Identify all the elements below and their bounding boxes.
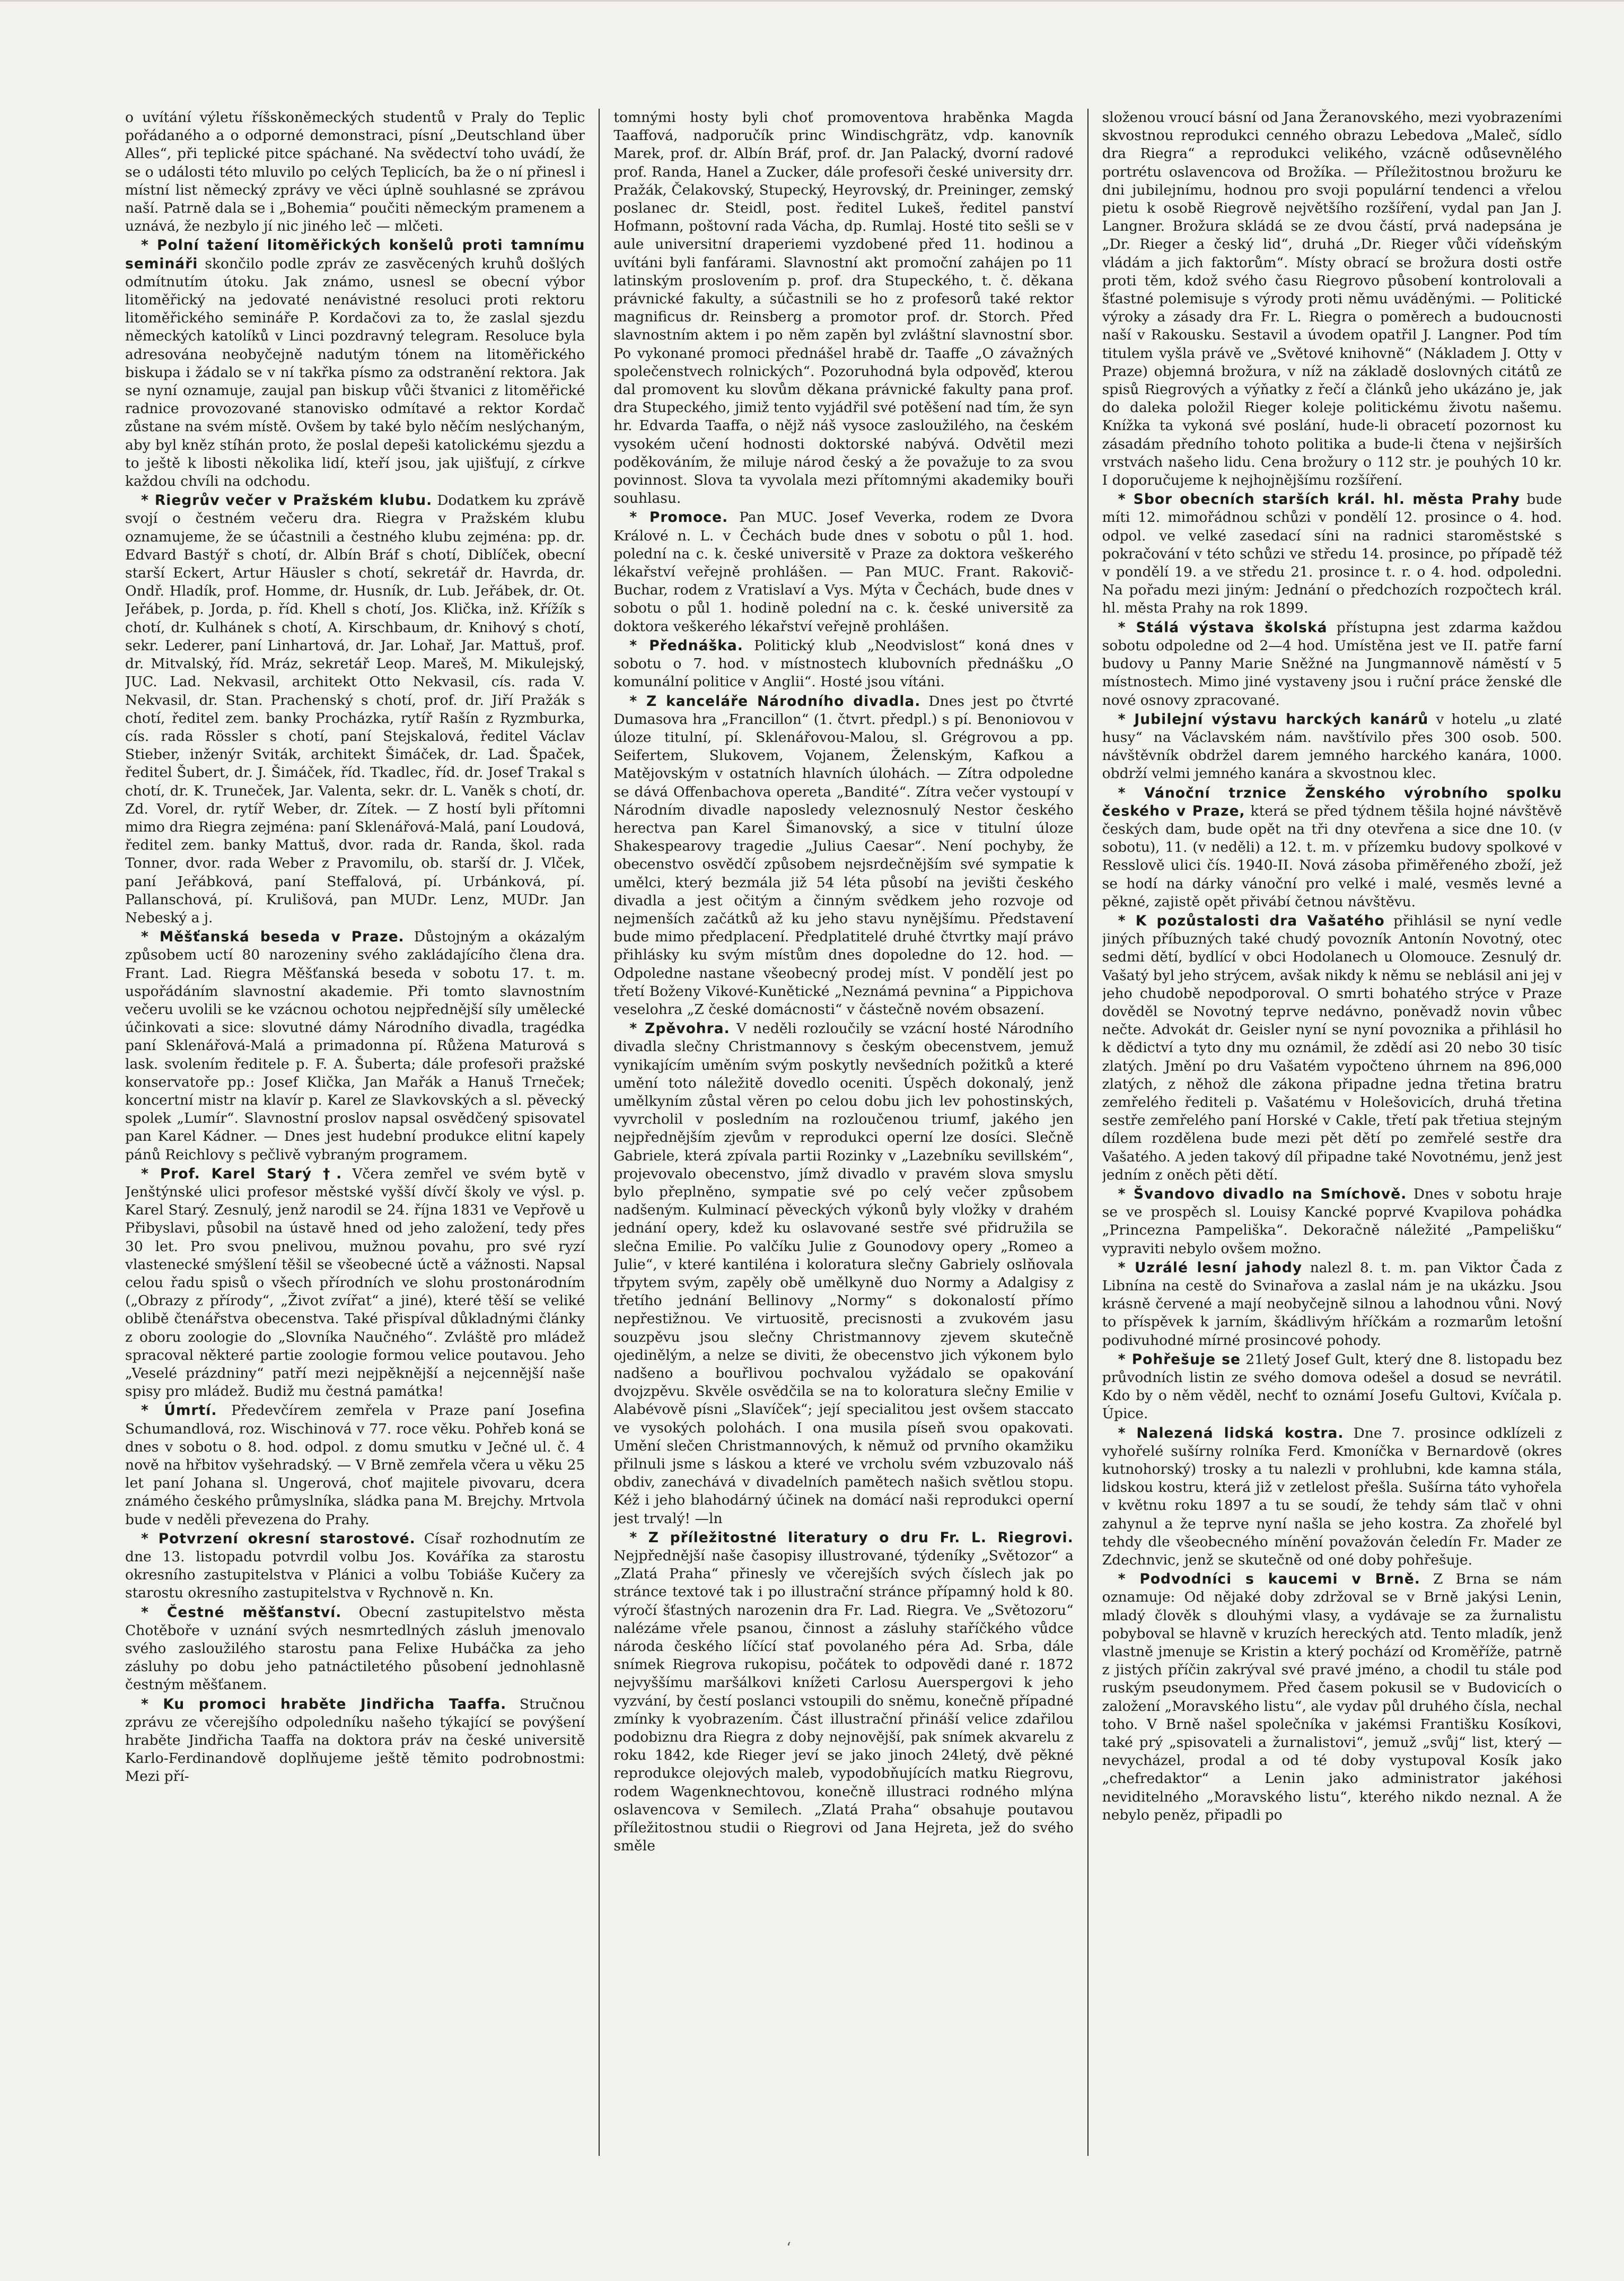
- article-heading: * Pohřešuje se: [1118, 1351, 1241, 1368]
- article-text: Obecní zastupitelstvo města Chotěboře v uznání svých nesmrtedlných zásluh jmenovalo svého zasloužilého starostu pana Felixe Hubáčka za jeho zásluhy po dobu jeho patnáctiletého působení jednohlasně čestným měšťanem.: [125, 1604, 585, 1693]
- article-heading: * Sbor obecních starších král. hl. města Prahy: [1118, 491, 1520, 508]
- article-columns: [125, 109, 1562, 2156]
- article-paragraph: [1102, 491, 1562, 617]
- article-paragraph: [125, 1530, 585, 1603]
- article-text: Dne 7. prosince odklízeli z vyhořelé sušírny rolníka Ferd. Kmoníčka v Bernardově (okres kutnohorský) trosky a tu nalezli v prohlubni, kde kamna stála, lidskou kostru, která již v zetlelost přešla. Sušírna táto vyhořela v květnu roku 1897 a tu se soudí, že tehdy sám tlač v ohni zahynul a že teprve nyní našla se jeho kostra. Za zhořelé byl tehdy dle všeobecného mínění považován čeledín Fr. Mader ze Zdechnvic, jenž se skutečně od oné doby pohřešuje.: [1102, 1424, 1562, 1569]
- article-text: Pan MUC. Josef Veverka, rodem ze Dvora Králové n. L. v Čechách bude dnes v sobotu o půl 1. hod. polední na c. k. české universitě v Praze za doktora veškerého lékařství veřejně prohlášen. — Pan MUC. Frant. Rakovič-Buchar, rodem z Vratislaví a Vys. Mýta v Čechách, bude dnes v sobotu o půl 1. hodině polední na c. k. české universitě za doktora veškerého lékařství veřejně prohlášen.: [613, 509, 1074, 635]
- column-left: [125, 109, 585, 2156]
- article-text: Nejpřednější naše časopisy illustrované, týdeníky „Světozor“ a „Zlatá Praha“ přinesly ve včerejších svých číslech jak po stránce textové tak i po illustrační stránce přípamný hold k 80. výročí šťastných narozenin dra Fr. Lad. Riegra. Ve „Světozoru“ nalézáme vřele psanou, činnost a zásluhy staříčkého vůdce národa českého líčící stať povolaného péra Ad. Srba, dále snímek Riegrova rukopisu, počátek to odpovědi dané r. 1872 nejvyššímu maršálkovi knížeti Carlosu Auerspergovi k jeho vyzvání, by čestí poslanci vstoupili do sněmu, konečně případné zmínky k vyobrazením. Část illustrační přináší velice zdařilou podobiznu dra Riegra z doby nejnovější, pak snímek akvarelu z roku 1842, kde Rieger jeví se jako jinoch 24letý, dvě pěkné reprodukce olejových maleb, vypodobňujících matku Riegrovu, rodem Wagenknechtovou, konečně illustraci rodného mlýna oslavencova v Semilech. „Zlatá Praha“ obsahuje poutavou příležitostnou studii o Riegrovi od Jana Hejreta, jež do svého směle: [613, 1548, 1074, 1855]
- article-heading: * Švandovo divadlo na Smíchově.: [1118, 1185, 1407, 1202]
- article-text: Dnes jest po čtvrté Dumasova hra „Francillon“ (1. čtvrt. předpl.) s pí. Benoniovou v úloze titulní, pí. Sklenářovou-Malou, sl. Grégrovou a pp. Seifertem, Slukovem, Vojanem, Želenským, Kafkou a Matějovským v ostatních hlavních úlohách. — Zítra odpoledne se dává Offenbachova opereta „Bandité“. Zítra večer vystoupí v Národním divadle naposledy veleznosnulý Nestor českého herectva pan Karel Šimanovský, a sice v titulní úloze Shakespearovy tragedie „Julius Caesar“. Není pochyby, že obecenstvo osvědčí způsobem nejsrdečnějším své sympatie k umělci, který bezmála již 54 léta působí na jevišti českého divadla a jest očitým a činným svědkem jeho rozvoje od nejmenších začátků až ku jeho stavu nynějšímu. Představení bude mimo předplacení. Předplatitelé druhé čtvrtky mají právo přihlásky ku svým místům dnes dopoledne do 12. hod. — Odpoledne nastane všeobecný prodej míst. V pondělí jest po třetí Boženy Vikové-Kunětické „Neznámá pevnina“ a Pippichova veselohra „Z české domácnosti“ v částečně novém obsazení.: [613, 693, 1074, 1018]
- article-heading: * Jubilejní výstavu harckých kanárů: [1118, 711, 1429, 728]
- article-paragraph: [1102, 1424, 1562, 1570]
- article-paragraph: [1102, 1185, 1562, 1258]
- article-text: bude míti 12. mimořádnou schůzi v pondělí 12. prosince o 4. hod. odpol. ve velké zasedací síni na radnici staroměstské s pokračování v této schůzi ve středu 14. prosince, po případě též v pondělí 19. a ve středu 21. prosince t. r. o 4. hod. odpoledni. Na pořadu mezi jiným: Jednání o předchozích rozpočtech král. hl. města Prahy na rok 1899.: [1102, 491, 1562, 617]
- article-heading: * Z příležitostné literatury o dru Fr. L. Riegrovi.: [629, 1529, 1074, 1546]
- article-paragraph: [1102, 711, 1562, 783]
- article-paragraph: [1102, 109, 1562, 490]
- article-paragraph: [125, 1402, 585, 1528]
- article-text: Dnes v sobotu hraje se ve prospěch sl. Louisy Kancké poprvé Kvapilova pohádka „Princezna Pampeliška“. Dekoračně náležité „Pampelišku“ vypraviti nebylo ovšem možno.: [1102, 1185, 1562, 1257]
- article-heading: * Promoce.: [629, 509, 728, 526]
- article-text: složenou vroucí básní od Jana Žeranovského, mezi vyobrazeními skvostnou reprodukci cenného obrazu Lebedova „Maleč, sídlo dra Riegra“ a reprodukci velikého, vzácně odůsevnělého portrétu oslavencova od Brožíka. — Příležitostnou brožuru ke dni jubilejnímu, hodnou pro svoji populární tendenci a vřelou pietu k osobě Riegrově největšího rozšíření, vydal pan Jan J. Langner. Brožura skládá se ze dvou částí, prvá nadepsána je „Dr. Rieger a český lid“, druhá „Dr. Rieger vůči vídeňským vládám a jich faktorům“. Místy obrací se brožura dosti ostře proti těm, kdož svého času Riegrovo působení kontrolovali a šťastné polemisuje s výrody proti němu uváděnými. — Politické výroky a zásady dra Fr. L. Riegra o poměrech a budoucnosti naší v Rakousku. Sestavil a úvodem opatřil J. Langner. Pod tím titulem vyšla právě ve „Světové knihovně“ (Nákladem J. Otty v Praze) objemná brožura, v níž na základě doslovných citátů ze spisů Riegrových a výňatky z řečí a článků jeho ukázáno je, jak do daleka položil Rieger koleje politickému životu našemu. Knížka ta vykoná své poslání, hude-li obracetí pozornost ku zásadám předního tohoto politika a bude-li čtena v nejširších vrstvách našeho lidu. Cena brožury o 112 str. je pouhých 10 kr. I doporučujeme k nejhojnějšímu rozšíření.: [1102, 109, 1562, 489]
- article-heading: * Z kanceláře Národního divadla.: [629, 693, 921, 710]
- article-heading: * K pozůstalosti dra Vašatého: [1118, 912, 1385, 929]
- article-text: Předevčírem zemřela v Praze paní Josefina Schumandlová, roz. Wischinová v 77. roce věku. Pohřeb koná se dnes v sobotu o 8. hod. odpol. z domu smutku v Ječné ul. č. 4 nově na hřbitov vyšehradský. — V Brně zemřela včera u věku 25 let paní Johana sl. Ungerová, choť majitele pivovaru, dcera známého českého průmyslníka, sládka pana M. Brejchy. Mrtvola bude v neděli převezena do Prahy.: [125, 1402, 585, 1528]
- article-paragraph: [1102, 1259, 1562, 1350]
- article-text: V neděli rozloučily se vzácní hosté Národního divadla slečny Christmannovy s českým obecenstvem, jemuž vynikajícím uměním svým poskytly nevšedních požitků a které umění toto náležitě dovedlo oceniti. Úspěch dokonalý, jenž umělkyním zůstal věren po celou dobu jich lev pohostinských, vyvrcholil v posledním na rozloučenou triumf, jakého jen nejpřednějším zjevům v reprodukci operní lze dosíci. Slečně Gabriele, která zpívala partii Rozinky v „Lazebníku sevillském“, projevovalo obecenstvo, jímž divadlo v pravém slova smyslu bylo přeplněno, sympatie své po celý večer způsobem nadšeným. Kulminací pěveckých výkonů byly vložky v drahém jednání opery, kdež ku oslavované sestře své přidružila se slečna Emilie. Po valčíku Julie z Gounodovy opery „Romeo a Julie“, v které kantiléna i koloratura slečny Gabriely oslňovala třpytem svým, zapěly obě umělkyně duo Normy a Adalgisy z třetího jednání Bellinovy „Normy“ s dokonalostí přímo nepřestižnou. Ve virtuositě, precisnosti a zvukovém jasu souzpěvu jsou slečny Christmannovy zjevem skutečně ojedinělým, a nelze se diviti, že obecenstvo jich výkonem bylo nadšeno a bouřlivou pochvalou vyžádalo se opakování dvojzpěvu. Skvěle osvědčila se na to koloratura slečny Emilie v Alabévově písni „Slavíček“; její specialitou jest ovšem staccato ve vysokých polohách. I ona musila píseň svou opakovati. Umění slečen Christmannových, k němuž od prvního okamžiku přilnuli jsme s láskou a které ve vrcholu svém vzbuzovalo náš obdiv, zanechává v divadelních pamětech našich světlou stopu. Kéž i jeho blahodárný účinek na domácí naši reprodukci operní jest trvalý! —ln: [613, 1020, 1074, 1527]
- article-text: v hotelu „u zlaté husy“ na Václavském nám. navštívilo přes 300 osob. 500. návštěvník obdržel darem jemného harckého kanára, 1000. obdrží velmi jemného kanára a skvostnou klec.: [1102, 711, 1562, 782]
- article-heading: * Čestné měšťanství.: [141, 1604, 342, 1621]
- article-text: 21letý Josef Gult, který dne 8. listopadu bez průvodních listin ze svého domova odešel a dosud se nevrátil. Kdo by o něm věděl, nechť to oznámí Josefu Gultovi, Kvíčala p. Úpice.: [1102, 1351, 1562, 1422]
- article-paragraph: [1102, 1351, 1562, 1423]
- article-text: Stručnou zprávu ze včerejšího odpoledníku našeho týkající se povýšení hraběte Jindřicha Taaffa na doktora práv na české universitě Karlo-Ferdinandově doplňujeme ještě těmito podrobnostmi: Mezi pří-: [125, 1696, 585, 1785]
- article-text: Dodatkem ku zprávě svojí o čestném večeru dra. Riegra v Pražském klubu oznamujeme, že se účastnili a čestného klubu zejména: pp. dr. Edvard Bastýř s chotí, dr. Albín Bráf s chotí, Diblíček, obecní starší Eckert, Artur Häusler s chotí, sekretář dr. Havrda, dr. Ondř. Hladík, prof. Homme, dr. Husník, dr. Lub. Jeřábek, dr. Ot. Jeřábek, p. Jorda, p. říd. Khell s chotí, Jos. Klička, inž. Křížík s chotí, dr. Kulhánek s chotí, A. Kirschbaum, dr. Knihový s chotí, sekr. Lederer, paní Linhartová, dr. Jar. Lohař, Jar. Mattuš, prof. dr. Mitvalský, říd. Mráz, sekretář Leop. Mareš, M. Mikulejský, JUC. Lad. Nekvasil, architekt Otto Nekvasil, cís. rada V. Nekvasil, dr. Stan. Prachenský s chotí, prof. dr. Jiří Pražák s chotí, ředitel zem. banky Procházka, rytíř Rašín z Ryzmburka, cís. rada Rössler s chotí, paní Stejskalová, ředitel Václav Stieber, inženýr Sviták, architekt Šimáček, dr. Lad. Špaček, ředitel Šubert, dr. J. Šimáček, říd. Tkadlec, říd. dr. Josef Trakal s chotí, dr. K. Truneček, Jar. Valenta, sekr. dr. L. Vaněk s chotí, dr. Zd. Vorel, dr. rytíř Weber, dr. Zítek. — Z hostí byli přítomni mimo dra Riegra zejména: paní Sklenářová-Malá, paní Loudová, ředitel zem. banky Mattuš, dvor. rada dr. Randa, škol. rada Tonner, dvor. rada Weber z Pravomilu, ob. starší dr. J. Vlček, paní Jeřábková, paní Steffalová, pí. Urbánková, pí. Pallanschová, pí. Krulišová, pan MUDr. Lenz, MUDr. Jan Nebeský a j.: [125, 492, 585, 926]
- article-text: skončilo podle zpráv ze zasvěcených kruhů došlých odmítnutím útoku. Jak známo, usnesl se obecní výbor litoměřický na jedovaté nenávistné resoluci proti rektoru litoměřického semináře P. Kordačovi za to, že zaslal sjezdu německých katolíků v Linci pozdravný telegram. Resoluce byla adresována neobyčejně nadutým tónem na litoměřického biskupa i žádalo se v ní takřka písmo za odstranění rektora. Jak se nyní oznamuje, zaujal pan biskup vůči štvanici z litoměřické radnice provozované stanovisko odmítavé a rektor Kordač zůstane na svém místě. Ovšem by také bylo něčím neslýchaným, aby byl kněz stíhán proto, že poslal depeši katolickému sjezdu a to ještě k libosti několika lidí, kteří jsou, jak ujišťují, z církve každou chvíli na odchodu.: [125, 255, 585, 490]
- page-top-edge: [0, 0, 1624, 2]
- article-paragraph: [125, 492, 585, 927]
- article-heading: * Zpěvohra.: [629, 1020, 730, 1037]
- article-paragraph: [125, 109, 585, 235]
- article-paragraph: [613, 1529, 1073, 1856]
- article-heading: * Úmrtí.: [141, 1402, 217, 1419]
- article-heading: * Polní tažení litoměřických konšelů proti tamnímu semináři: [125, 237, 585, 272]
- article-paragraph: [125, 237, 585, 491]
- article-text: Politický klub „Neodvislost“ koná dnes v sobotu o 7. hod. v místnostech klubovních přednášku „O komunální politice v Anglii“. Hosté jsou vítáni.: [613, 637, 1074, 691]
- article-heading: * Měšťanská beseda v Praze.: [141, 929, 405, 946]
- article-paragraph: [125, 928, 585, 1164]
- article-text: Císař rozhodnutím ze dne 13. listopadu potvrdil volbu Jos. Kováříka za starostu okresního zastupitelstva v Plánici a volbu Tobiáše Kučery za starostu okresního zastupitelstva v Rychnově n. Kn.: [125, 1530, 585, 1602]
- article-text: Důstojným a okázalým způsobem uctí 80 narozeniny svého zakládajícího člena dra. Frant. Lad. Riegra Měšťanská beseda v sobotu 17. t. m. uspořádáním slavnostní akademie. Při tomto slavnostním večeru uvolili se ke vzácnou ochotou nejpřednější síly umělecké účinkovati a sice: slovutné dámy Národního divadla, tragédka paní Sklenářová-Malá a primadonna pí. Růžena Maturová s lask. svolením ředitele p. F. A. Šuberta; dále profesoři pražské konservatoře pp.: Josef Klička, Jan Mařák a Hanuš Trneček; koncertní mistr na klavír p. Karel ze Slavkovských a sl. pěvecký spolek „Lumír“. Slavnostní proslov napsal osvědčený spisovatel pan Karel Kádner. — Dnes jest hudební produkce elitní kapely pánů Reichlovy s pečlivě vybraným programem.: [125, 929, 585, 1163]
- article-paragraph: [1102, 619, 1562, 710]
- article-heading: * Ku promoci hraběte Jindřicha Taaffa.: [141, 1696, 507, 1712]
- page-footer-mark: ʻ: [786, 2239, 791, 2257]
- article-text: nalezl 8. t. m. pan Viktor Čada z Libnína na cestě do Svinařova a zaslal nám je na ukázku. Jsou krásně červené a mají neobyčejně silnou a lahodnou vůni. Nový to příspěvek k jarním, škádlivým hříčkám a rozmarům letošní podivuhodné mírné prosincové pohody.: [1102, 1259, 1562, 1349]
- article-heading: * Riegrův večer v Pražském klubu.: [141, 492, 433, 509]
- article-paragraph: [613, 1020, 1073, 1528]
- column-middle: [613, 109, 1073, 2156]
- article-text: Včera zemřel ve svém bytě v Jenštýnské ulici profesor městské vyšší dívčí školy ve výsl. p. Karel Starý. Zesnulý, jenž narodil se 24. října 1831 ve Vepřově u Přibyslavi, působil na ústavě hned od jeho založení, tedy přes 30 let. Pro svou pnelivou, mužnou povahu, pro své ryzí vlastenecké smýšlení těšil se všeobecné úctě a vážnosti. Napsal celou řadu spisů o všech přírodních ve slohu prostonárodním („Obrazy z přírody“, „Život zvířat“ a jiné), které těší se veliké oblibě čtenářstva obecenstva. Také přispíval důkladnými články z oboru zoologie do „Slovníka Naučného“. Zvláště pro mládež spracoval některé partie zoologie formou velice poutavou. Jeho „Veselé prázdniny“ patří mezi nejpěknější a nejcennější naše spisy pro mládež. Budiž mu čestná památka!: [125, 1165, 585, 1400]
- article-heading: * Nalezená lidská kostra.: [1118, 1424, 1344, 1441]
- article-paragraph: [613, 509, 1073, 635]
- article-paragraph: [125, 1165, 585, 1401]
- article-text: přístupna jest zdarma každou sobotu odpoledne od 2—4 hod. Umístěna jest ve II. patře farní budovy u Panny Marie Sněžné na Jungmannově náměstí v 5 místnostech. Mimo jiné vystaveny jsou i ruční práce ženské dle nové osnovy zpracované.: [1102, 619, 1562, 709]
- article-paragraph: [1102, 1570, 1562, 1824]
- article-heading: * Stálá výstava školská: [1118, 619, 1328, 636]
- article-text: přihlásil se nyní vedle jiných příbuzných také chudý povozník Antonín Novotný, otec sedmi dětí, bydlící v obci Hodolanech u Olomouce. Zesnulý dr. Vašatý byl jeho strýcem, avšak nikdy k němu se neblásil ani jej v jeho chudobě nepodporoval. O smrti bohatého strýce v Praze dověděl se Novotný teprve nedávno, poněvadž novin vůbec nečte. Advokát dr. Geisler nyní se nyní povoznika a přihlásil ho k dědictví a tyto dny mu oznámil, že zdědí asi 20 nebo 30 tisíc zlatých. Jmění po dru Vašatém vypočteno úhrnem na 896,000 zlatých, z něhož dle zákona připadne jedna třetina bratru zemřelého řediteli p. Vašatému v Holešovicích, druhá třetina sestře zemřelého paní Horské v Cakle, třetí pak třetiua stejným dílem rozdělena bude mezi pět dětí po zemřelé sestře dra Vašatého. A jeden takový díl připadne také Novotnému, jenž jest jedním z oněch pěti dětí.: [1102, 912, 1562, 1183]
- column-right: [1102, 109, 1562, 2156]
- article-paragraph: [613, 109, 1073, 508]
- article-heading: * Přednáška.: [629, 637, 743, 654]
- article-text: která se před týdnem těšila hojné návštěvě českých dam, bude opět na tři dny otevřena a sice dne 10. (v sobotu), 11. (v neděli) a 12. t. m. v přízemku budovy spolkové v Resslově ulici čís. 1940-II. Nová zásoba přiměřeného zboží, jež se hodí na dárky vánoční pro velké i malé, vesměs levné a pěkné, zajistě opět přivábí četnou návštěvu.: [1102, 802, 1562, 910]
- article-text: o uvítání výletu říšskoněmeckých studentů v Praly do Teplic pořádaného a o odporné demonstraci, písní „Deutschland über Alles“, při teplické pitce spáchané. Na svědectví toho uvádí, že se o události této mluvilo po celých Teplicích, ba že o ní přinesl i místní list německý zprávy ve věci úplně souhlasné se zprávou naší. Patrně dala se i „Bohemia“ poučiti německým pramenem a uznává, že nezbylo jí nic jiného leč — mlčeti.: [125, 109, 585, 235]
- article-paragraph: [1102, 912, 1562, 1184]
- column-divider: [599, 109, 600, 2156]
- column-divider: [1087, 109, 1088, 2156]
- article-heading: * Vánoční trznice Ženského výrobního spolku českého v Praze,: [1102, 784, 1562, 819]
- article-paragraph: [1102, 784, 1562, 911]
- article-paragraph: [125, 1604, 585, 1694]
- article-heading: * Prof. Karel Starý †.: [141, 1165, 343, 1182]
- article-paragraph: [613, 693, 1073, 1019]
- article-heading: * Uzrálé lesní jahody: [1118, 1259, 1302, 1276]
- article-paragraph: [613, 637, 1073, 692]
- article-paragraph: [125, 1696, 585, 1786]
- article-text: tomnými hosty byli choť promoventova hraběnka Magda Taaffová, nadporučík princ Windischgrätz, vdp. kanovník Marek, prof. dr. Albín Bráf, prof. dr. Jan Palacký, dvorní radové prof. Randa, Hanel a Zucker, dále profesoři české university drr. Pražák, Čelakovský, Stupecký, Heyrovský, dr. Preininger, zemský poslanec dr. Steidl, post. ředitel Lukeš, ředitel panství Hofmann, poštovní rada Vácha, dp. Rumlaj. Hosté tito sešli se v aule universitní draperiemi vyzdobené před 11. hodinou a uvítáni byli fanfárami. Slavnostní akt promoční zahájen po 11 latinským proslovením p. prof. dra Stupeckého, t. č. děkana právnické fakulty, a súčastnili se ho z profesorů také rektor magnificus dr. Reinsberg a promotor prof. dr. Storch. Před slavnostním aktem i po něm zapěn byl zvláštní slavnostní sbor. Po vykonané promoci přednášel hrabě dr. Taaffe „O závažných společenstvech rolnických“. Pozoruhodná byla odpověď, kterou dal promovent ku slovům děkana právnické fakulty pana prof. dra Stupeckého, jimiž tento vyjádřil své potěšení nad tím, že syn hr. Edvarda Taaffa, o nějž náš vysoce zasloužilého, na českém vysokém učení hodnosti doktorské nabývá. Odvětil mezi poděkováním, že miluje národ český a že považuje to za svou povinnost. Slova ta vyvolala mezi přítomnými akademiky bouři souhlasu.: [613, 109, 1074, 507]
- article-text: Z Brna se nám oznamuje: Od nějaké doby zdržoval se v Brně jakýsi Lenin, mladý člověk s dlouhými vlasy, a vydávaje se za žurnalistu pobyboval se hlavně v kruzích hereckých atd. Tento mladík, jenž vlastně jmenuje se Kristin a který pochází od Kroměříže, patrně z jistých příčin zakrýval své pravé jméno, a chodil tu stále pod ruským pseudonymem. Před časem pokusil se v Budovicích o založení „Moravského listu“, ale vydav půl druhého čísla, nechal toho. V Brně našel společníka v jakémsi Františku Kosíkovi, také prý „spisovateli a žurnalistovi“, jemuž „svůj“ list, který — nevycházel, prodal a od té doby vystupoval Kosík jako „chefredaktor“ a Lenin jako administrator jakéhosi neviditelného „Moravského listu“, kterého nikdo neznal. A že nebylo peněz, připadli po: [1102, 1571, 1562, 1823]
- article-heading: * Podvodníci s kaucemi v Brně.: [1118, 1571, 1420, 1588]
- article-heading: * Potvrzení okresní starostové.: [141, 1530, 416, 1547]
